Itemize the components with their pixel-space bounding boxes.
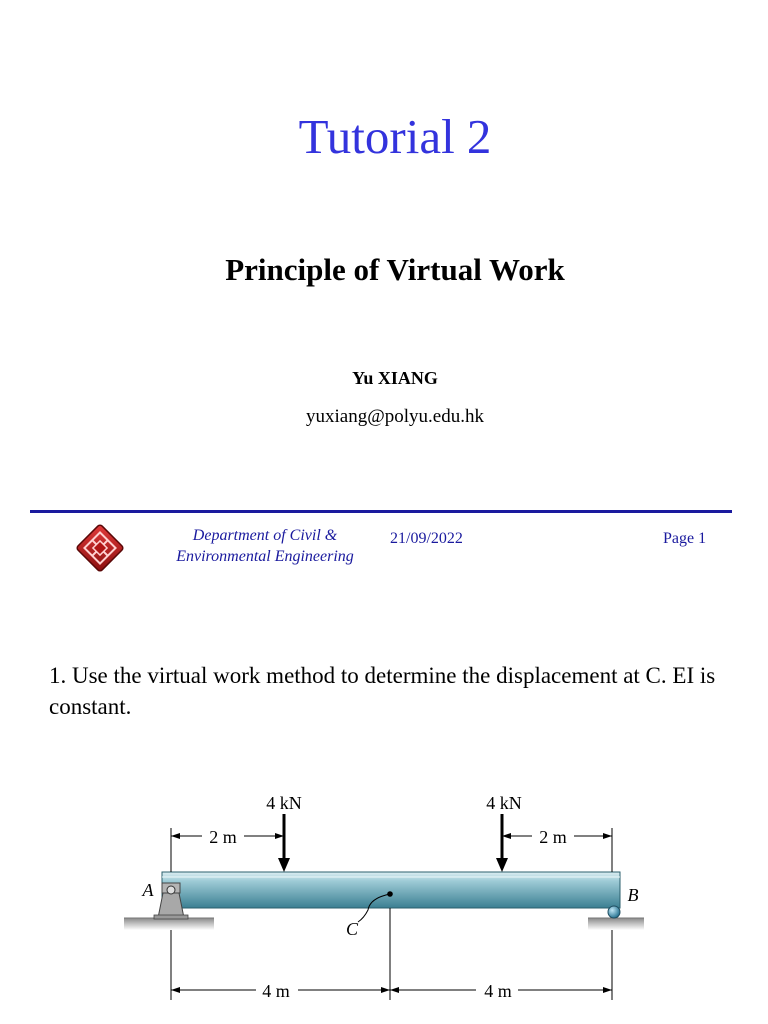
department-line-1: Department of Civil & (192, 527, 338, 544)
beam-diagram (118, 780, 648, 1010)
slide-subtitle: Principle of Virtual Work (225, 252, 565, 287)
label-c: C (345, 919, 359, 939)
polyu-logo-icon (72, 522, 128, 574)
load-label-right: 4 kN (486, 793, 522, 813)
dimension-label-top-right: 2 m (539, 827, 567, 847)
footer-date: 21/09/2022 (390, 530, 463, 547)
question-text: 1. Use the virtual work method to determine the displacement at C. EI is constant. (49, 663, 716, 719)
load-arrow-left (278, 814, 290, 872)
dimension-label-bottom-left: 4 m (262, 981, 290, 1001)
footer-divider (30, 510, 732, 513)
slide-title: Tutorial 2 (298, 109, 492, 164)
author-name: Yu XIANG (352, 368, 438, 388)
dimension-label-bottom-right: 4 m (484, 981, 512, 1001)
department-name (160, 525, 370, 567)
dimension-label-top-left: 2 m (209, 827, 237, 847)
department-line-2: Environmental Engineering (176, 548, 354, 565)
label-a: A (142, 880, 154, 900)
load-label-left: 4 kN (266, 793, 302, 813)
label-b: B (627, 885, 639, 905)
roller-support (588, 906, 644, 930)
load-arrow-right (496, 814, 508, 872)
page-number: Page 1 (663, 530, 707, 547)
author-email: yuxiang@polyu.edu.hk (306, 406, 484, 427)
